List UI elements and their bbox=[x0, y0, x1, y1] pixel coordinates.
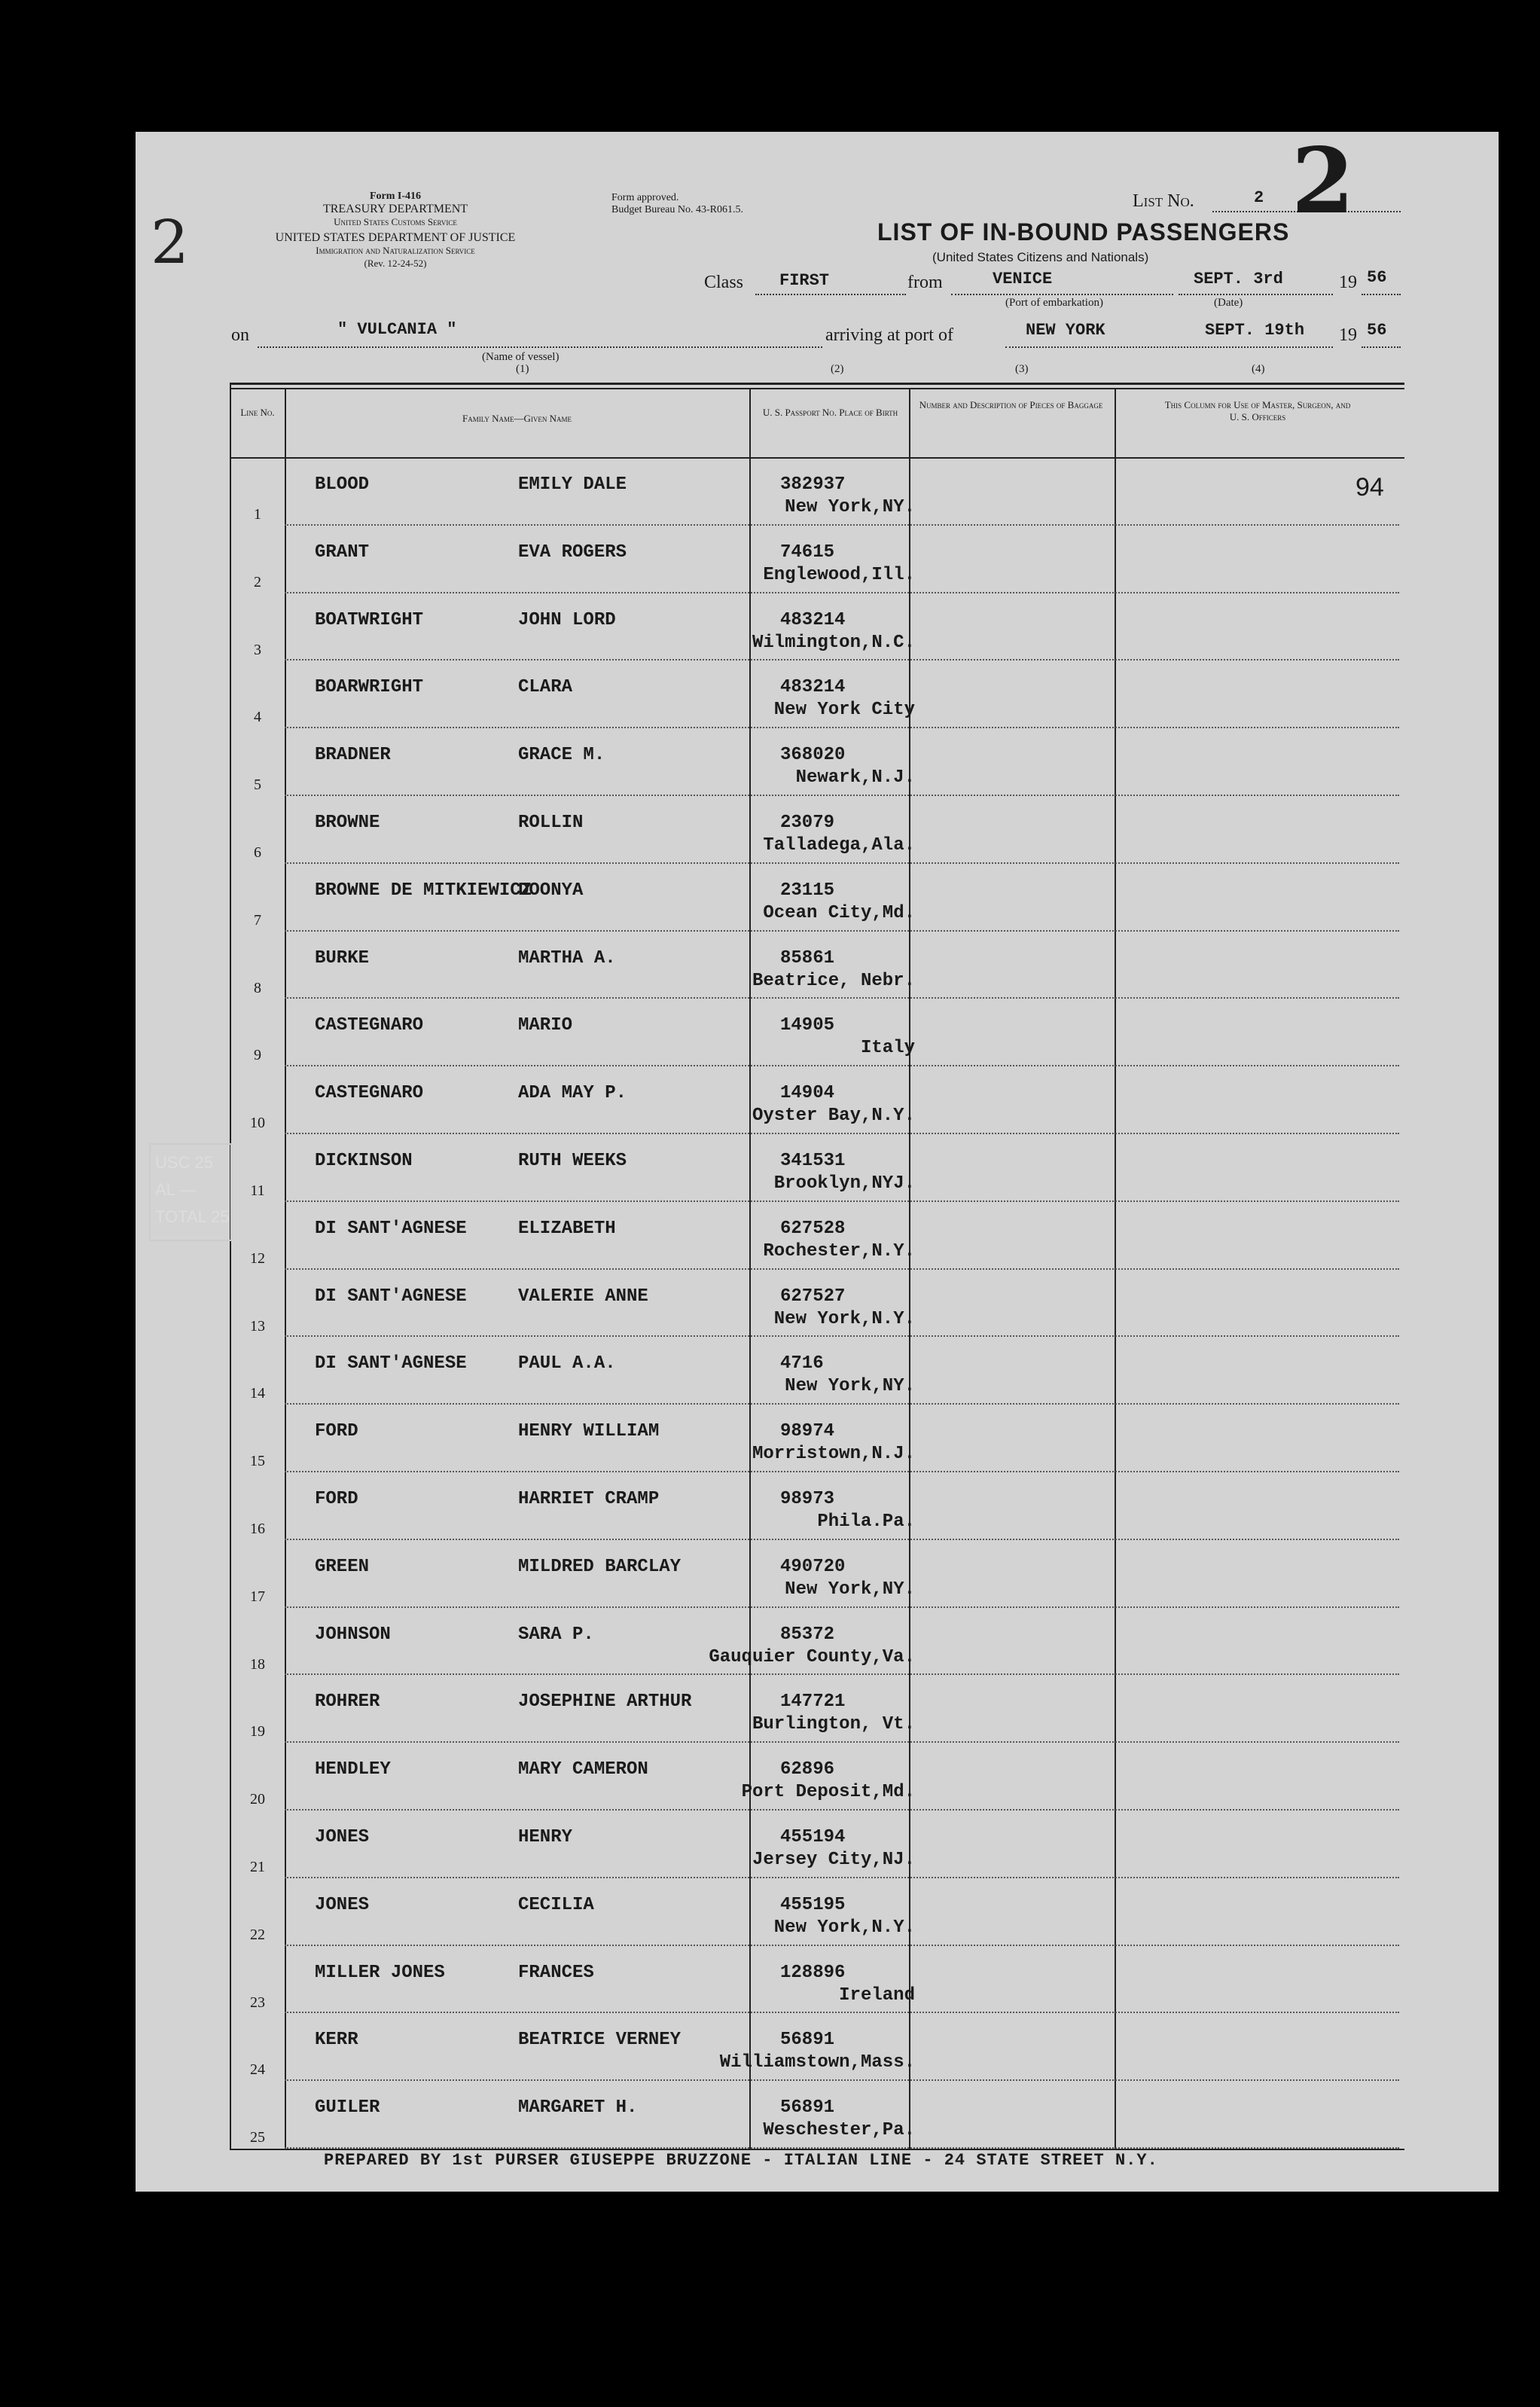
passport-number: 382937 bbox=[780, 474, 846, 495]
family-name: DI SANT'AGNESE bbox=[315, 1218, 467, 1239]
form-header-left bbox=[218, 190, 572, 270]
place-of-birth: Jersey City,NJ. bbox=[752, 1850, 915, 1870]
col2-num: (2) bbox=[831, 363, 844, 375]
given-name: GRACE M. bbox=[518, 745, 605, 766]
place-of-birth: Newark,N.J. bbox=[795, 767, 915, 789]
place-of-birth: Ireland bbox=[839, 1984, 915, 2006]
row-rule bbox=[285, 930, 1399, 932]
passport-number: 14904 bbox=[780, 1083, 835, 1104]
given-name: JOHN LORD bbox=[518, 609, 616, 630]
family-name: GREEN bbox=[315, 1556, 370, 1577]
row-rule bbox=[285, 1335, 1399, 1337]
line-number: 17 bbox=[250, 1588, 265, 1605]
from-line bbox=[951, 294, 1173, 295]
year-line-1 bbox=[1362, 294, 1401, 295]
vessel-name: " VULCANIA " bbox=[337, 320, 457, 339]
line-number: 15 bbox=[250, 1453, 265, 1470]
vessel-caption: (Name of vessel) bbox=[482, 351, 560, 363]
place-of-birth: Morristown,N.J. bbox=[752, 1444, 915, 1465]
line-number: 11 bbox=[250, 1182, 265, 1199]
family-name: BURKE bbox=[315, 947, 370, 969]
place-of-birth: Weschester,Pa. bbox=[763, 2120, 915, 2141]
count-stamp bbox=[149, 1143, 232, 1241]
list-big-number: 2 bbox=[1291, 128, 1355, 234]
family-name: GRANT bbox=[315, 541, 370, 563]
passport-number: 98974 bbox=[780, 1421, 835, 1442]
vessel-line bbox=[258, 346, 822, 348]
place-of-birth: Ocean City,Md. bbox=[763, 902, 915, 923]
passport-number: 455195 bbox=[780, 1894, 846, 1915]
immigration-service: Immigration and Naturalization Service bbox=[316, 245, 475, 256]
year-line-2 bbox=[1362, 346, 1401, 348]
family-name: FORD bbox=[315, 1421, 358, 1442]
row-rule bbox=[285, 1877, 1399, 1878]
year-2: 56 bbox=[1367, 321, 1387, 340]
passport-number: 23115 bbox=[780, 880, 835, 901]
place-of-birth: Talladega,Ala. bbox=[763, 835, 915, 856]
family-name: KERR bbox=[315, 2030, 358, 2051]
port-line bbox=[1005, 346, 1333, 348]
line-number: 19 bbox=[250, 1723, 265, 1740]
place-of-birth: Port Deposit,Md. bbox=[741, 1782, 915, 1803]
row-rule bbox=[285, 1741, 1399, 1743]
passport-number: 14905 bbox=[780, 1015, 835, 1036]
family-name: BOATWRIGHT bbox=[315, 609, 424, 630]
given-name: HARRIET CRAMP bbox=[518, 1489, 660, 1509]
family-name: BROWNE bbox=[315, 813, 380, 833]
line-number: 16 bbox=[250, 1521, 265, 1537]
line-number: 9 bbox=[254, 1047, 261, 1064]
given-name: RUTH WEEKS bbox=[518, 1151, 627, 1171]
passport-number: 56891 bbox=[780, 2097, 835, 2119]
row-rule bbox=[285, 2012, 1399, 2013]
date-line bbox=[1179, 294, 1333, 295]
line-number: 4 bbox=[254, 709, 261, 726]
place-of-birth: Burlington, Vt. bbox=[752, 1714, 915, 1735]
passport-number: 627528 bbox=[780, 1218, 846, 1239]
row-rule bbox=[285, 1673, 1399, 1675]
given-name: SARA P. bbox=[518, 1624, 594, 1645]
line-number: 7 bbox=[254, 911, 261, 929]
place-of-birth: Wilmington,N.C. bbox=[752, 632, 915, 653]
family-name: BLOOD bbox=[315, 474, 370, 495]
given-name: MILDRED BARCLAY bbox=[518, 1556, 682, 1577]
place-of-birth: Oyster Bay,N.Y. bbox=[752, 1106, 915, 1127]
passport-number: 455194 bbox=[780, 1827, 846, 1847]
line-number: 12 bbox=[250, 1249, 265, 1267]
family-name: DI SANT'AGNESE bbox=[315, 1286, 467, 1307]
family-name: CASTEGNARO bbox=[315, 1015, 424, 1036]
row-rule bbox=[285, 1403, 1399, 1405]
stamp-usc: USC 25 bbox=[155, 1153, 214, 1172]
family-name: BRADNER bbox=[315, 745, 391, 766]
arriving-label: arriving at port of bbox=[825, 325, 953, 345]
given-name: ROLLIN bbox=[518, 813, 584, 833]
list-no-label: List No. bbox=[1133, 191, 1194, 211]
prepared-by: PREPARED BY 1st PURSER GIUSEPPE BRUZZONE - ITALIAN LINE - 24 STATE STREET N.Y. bbox=[324, 2151, 1158, 2170]
given-name: VALERIE ANNE bbox=[518, 1286, 648, 1307]
row-rule bbox=[285, 1200, 1399, 1202]
year-prefix-1: 19 bbox=[1339, 273, 1357, 292]
col-header-line: Line No. bbox=[240, 407, 275, 418]
family-name: BOARWRIGHT bbox=[315, 677, 424, 698]
row-rule bbox=[285, 1065, 1399, 1066]
date-caption: (Date) bbox=[1214, 297, 1243, 309]
passport-number: 483214 bbox=[780, 677, 846, 698]
line-number: 23 bbox=[250, 1994, 265, 2011]
margin-mark: 2 bbox=[151, 207, 189, 277]
from-label: from bbox=[907, 273, 943, 292]
row-rule bbox=[285, 997, 1399, 999]
line-number: 20 bbox=[250, 1791, 265, 1808]
col-header-name: Family Name—Given Name bbox=[462, 413, 572, 424]
family-name: FORD bbox=[315, 1489, 358, 1509]
place-of-birth: New York,NY. bbox=[785, 1579, 915, 1600]
passport-number: 147721 bbox=[780, 1692, 846, 1713]
passport-number: 4716 bbox=[780, 1353, 824, 1374]
on-label: on bbox=[231, 325, 249, 345]
col1-num: (1) bbox=[516, 363, 529, 375]
given-name: JOSEPHINE ARTHUR bbox=[518, 1692, 692, 1713]
row-rule bbox=[285, 862, 1399, 864]
departure-date: SEPT. 3rd bbox=[1194, 270, 1283, 288]
row-rule bbox=[285, 727, 1399, 728]
officer-note: 94 bbox=[1356, 473, 1384, 502]
passport-number: 128896 bbox=[780, 1962, 846, 1983]
family-name: DI SANT'AGNESE bbox=[315, 1353, 467, 1374]
passport-number: 341531 bbox=[780, 1151, 846, 1171]
row-rule bbox=[285, 592, 1399, 593]
page-subtitle: (United States Citizens and Nationals) bbox=[932, 250, 1149, 264]
given-name: MARTHA A. bbox=[518, 947, 616, 969]
line-number: 14 bbox=[250, 1385, 265, 1402]
col-header-passport: U. S. Passport No. Place of Birth bbox=[762, 407, 898, 418]
year-prefix-2: 19 bbox=[1339, 325, 1357, 345]
list-no-value: 2 bbox=[1254, 188, 1264, 207]
place-of-birth: Gauquier County,Va. bbox=[709, 1646, 915, 1667]
year-1: 56 bbox=[1367, 268, 1387, 287]
customs-service: United States Customs Service bbox=[334, 216, 457, 227]
place-of-birth: New York,N.Y. bbox=[773, 1917, 915, 1938]
table-top-rule-2 bbox=[230, 388, 1404, 389]
given-name: MARGARET H. bbox=[518, 2097, 638, 2119]
given-name: MARIO bbox=[518, 1015, 573, 1036]
given-name: ADA MAY P. bbox=[518, 1083, 627, 1104]
line-number: 10 bbox=[250, 1115, 265, 1132]
budget-bureau: Budget Bureau No. 43-R061.5. bbox=[611, 204, 743, 215]
line-number: 13 bbox=[250, 1317, 265, 1335]
class-line bbox=[755, 294, 906, 295]
row-rule bbox=[285, 659, 1399, 660]
given-name: DOONYA bbox=[518, 880, 584, 901]
passport-number: 627527 bbox=[780, 1286, 846, 1307]
approved-text: Form approved. bbox=[611, 192, 679, 203]
passport-number: 23079 bbox=[780, 813, 835, 833]
place-of-birth: New York,NY. bbox=[785, 1376, 915, 1397]
row-rule bbox=[285, 524, 1399, 526]
class-label: Class bbox=[704, 273, 744, 292]
place-of-birth: Williamstown,Mass. bbox=[719, 2052, 915, 2073]
family-name: JOHNSON bbox=[315, 1624, 391, 1645]
line-number: 8 bbox=[254, 979, 261, 996]
passport-number: 62896 bbox=[780, 1759, 835, 1780]
row-rule bbox=[285, 1133, 1399, 1134]
place-of-birth: Brooklyn,NYJ. bbox=[773, 1173, 915, 1194]
place-of-birth: Englewood,Ill. bbox=[763, 564, 915, 585]
given-name: CECILIA bbox=[518, 1894, 594, 1915]
family-name: HENDLEY bbox=[315, 1759, 391, 1780]
given-name: EVA ROGERS bbox=[518, 541, 627, 563]
family-name: DICKINSON bbox=[315, 1151, 413, 1171]
line-number: 2 bbox=[254, 573, 261, 590]
place-of-birth: Italy bbox=[860, 1038, 915, 1059]
line-number: 24 bbox=[250, 2061, 265, 2079]
table-bottom-rule bbox=[230, 2149, 1404, 2150]
given-name: MARY CAMERON bbox=[518, 1759, 648, 1780]
stamp-total: TOTAL 25 bbox=[155, 1207, 230, 1226]
row-rule bbox=[285, 2079, 1399, 2081]
table-header-rule bbox=[230, 457, 1404, 459]
line-number: 22 bbox=[250, 1926, 265, 1943]
passport-number: 56891 bbox=[780, 2030, 835, 2051]
passport-number: 85861 bbox=[780, 947, 835, 969]
place-of-birth: Phila.Pa. bbox=[817, 1512, 915, 1532]
line-number: 18 bbox=[250, 1655, 265, 1673]
form-approval bbox=[611, 192, 743, 216]
given-name: CLARA bbox=[518, 677, 573, 698]
family-name: MILLER JONES bbox=[315, 1962, 445, 1983]
row-rule bbox=[285, 1945, 1399, 1946]
table-top-rule bbox=[230, 383, 1404, 385]
col3-num: (3) bbox=[1015, 363, 1029, 375]
port-caption: (Port of embarkation) bbox=[1005, 297, 1103, 309]
table-left-edge bbox=[230, 383, 231, 2149]
revision: (Rev. 12-24-52) bbox=[364, 258, 427, 269]
page-title: LIST OF IN-BOUND PASSENGERS bbox=[877, 218, 1290, 246]
col-header-officers: This Column for Use of Master, Surgeon, and U. S. Officers bbox=[1164, 399, 1351, 423]
given-name: BEATRICE VERNEY bbox=[518, 2030, 682, 2051]
col4-num: (4) bbox=[1252, 363, 1265, 375]
justice-dept: UNITED STATES DEPARTMENT OF JUSTICE bbox=[275, 231, 516, 244]
family-name: ROHRER bbox=[315, 1692, 380, 1713]
row-rule bbox=[285, 1539, 1399, 1540]
line-number: 5 bbox=[254, 776, 261, 794]
row-rule bbox=[285, 1471, 1399, 1472]
form-number: Form I-416 bbox=[369, 191, 422, 202]
line-number: 21 bbox=[250, 1859, 265, 1875]
passport-number: 368020 bbox=[780, 745, 846, 766]
family-name: CASTEGNARO bbox=[315, 1083, 424, 1104]
line-number: 6 bbox=[254, 844, 261, 861]
line-number: 1 bbox=[254, 506, 261, 523]
place-of-birth: New York,NY. bbox=[785, 497, 915, 517]
line-number: 3 bbox=[254, 641, 261, 658]
passport-number: 98973 bbox=[780, 1489, 835, 1509]
stamp-al: AL — bbox=[155, 1180, 197, 1199]
arrival-date: SEPT. 19th bbox=[1205, 321, 1305, 340]
family-name: GUILER bbox=[315, 2097, 380, 2119]
given-name: FRANCES bbox=[518, 1962, 594, 1983]
row-rule bbox=[285, 2147, 1399, 2149]
family-name: BROWNE DE MITKIEWICZ bbox=[315, 880, 532, 901]
passport-number: 483214 bbox=[780, 609, 846, 630]
place-of-birth: New York City bbox=[773, 700, 915, 721]
passport-number: 490720 bbox=[780, 1556, 846, 1577]
row-rule bbox=[285, 1809, 1399, 1811]
place-of-birth: Beatrice, Nebr. bbox=[752, 970, 915, 991]
given-name: EMILY DALE bbox=[518, 474, 627, 495]
passport-number: 74615 bbox=[780, 541, 835, 563]
row-rule bbox=[285, 1606, 1399, 1608]
col-header-baggage: Number and Description of Pieces of Baggage bbox=[919, 399, 1103, 410]
from-value: VENICE bbox=[993, 270, 1053, 288]
arrival-port: NEW YORK bbox=[1026, 321, 1105, 340]
class-value: FIRST bbox=[779, 271, 830, 290]
row-rule bbox=[285, 1268, 1399, 1270]
place-of-birth: Rochester,N.Y. bbox=[763, 1240, 915, 1261]
given-name: ELIZABETH bbox=[518, 1218, 616, 1239]
family-name: JONES bbox=[315, 1827, 370, 1847]
place-of-birth: New York,N.Y. bbox=[773, 1308, 915, 1329]
passport-number: 85372 bbox=[780, 1624, 835, 1645]
given-name: HENRY bbox=[518, 1827, 573, 1847]
given-name: PAUL A.A. bbox=[518, 1353, 616, 1374]
line-number: 25 bbox=[250, 2129, 265, 2146]
treasury-dept: TREASURY DEPARTMENT bbox=[322, 203, 468, 215]
family-name: JONES bbox=[315, 1894, 370, 1915]
row-rule bbox=[285, 795, 1399, 796]
given-name: HENRY WILLIAM bbox=[518, 1421, 660, 1442]
